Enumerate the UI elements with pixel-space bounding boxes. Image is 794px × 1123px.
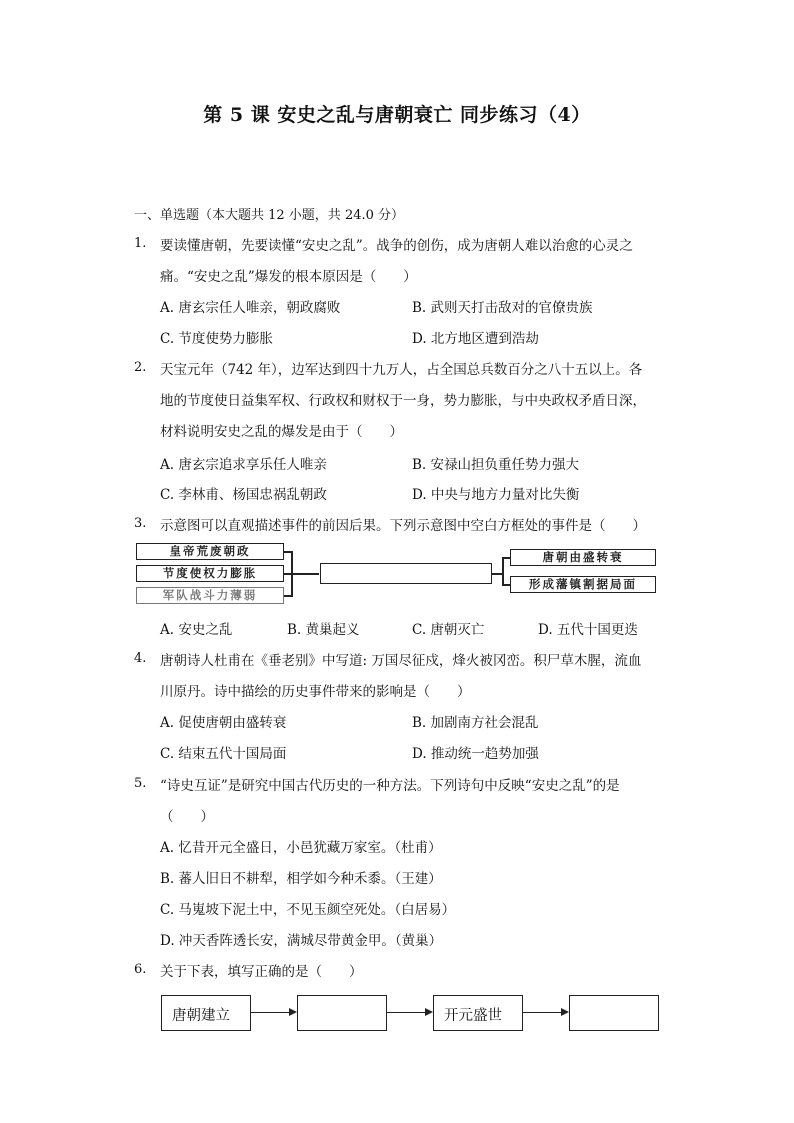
question-1-option-c[interactable]: C. 节度使势力膨胀 <box>160 331 273 347</box>
flow-box-4[interactable] <box>569 995 659 1031</box>
question-1-option-b[interactable]: B. 武则天打击敌对的官僚贵族 <box>412 300 593 316</box>
question-4-option-c[interactable]: C. 结束五代十国局面 <box>160 746 287 762</box>
question-6-line-1: 关于下表，填写正确的是（ ） <box>160 964 363 980</box>
diagram-effect-1: 唐朝由盛转衰 <box>510 549 656 566</box>
question-3-option-c[interactable]: C. 唐朝灭亡 <box>412 622 485 638</box>
question-1-line-2: 痛。“安史之乱”爆发的根本原因是（ ） <box>160 269 417 285</box>
flow-box-1: 唐朝建立 <box>161 995 251 1031</box>
question-5-number: 5. <box>134 776 147 791</box>
question-5-line-2: （ ） <box>160 809 214 825</box>
flow-arrowhead-2 <box>425 1008 433 1016</box>
question-1-option-a[interactable]: A. 唐玄宗任人唯亲，朝政腐败 <box>160 300 341 316</box>
diagram-connector <box>502 557 504 585</box>
flow-arrowhead-3 <box>561 1008 569 1016</box>
flow-box-3: 开元盛世 <box>433 995 523 1031</box>
diagram-blank-box[interactable] <box>320 563 492 584</box>
question-3-option-a[interactable]: A. 安史之乱 <box>160 622 233 638</box>
diagram-connector <box>502 584 510 586</box>
diagram-cause-1: 皇帝荒废朝政 <box>136 543 284 560</box>
question-5-option-b[interactable]: B. 蕃人旧日不耕犁，相学如今种禾黍。（王建） <box>160 871 442 887</box>
question-2-option-d[interactable]: D. 中央与地方力量对比失衡 <box>412 487 580 503</box>
question-2-option-b[interactable]: B. 安禄山担负重任势力强大 <box>412 457 580 473</box>
question-2-line-3: 材料说明安史之乱的爆发是由于（ ） <box>160 424 403 440</box>
flow-arrow-2 <box>387 1012 425 1013</box>
question-5-option-d[interactable]: D. 冲天香阵透长安，满城尽带黄金甲。（黄巢） <box>160 933 443 949</box>
question-2-number: 2. <box>134 360 147 375</box>
question-3-line-1: 示意图可以直观描述事件的前因后果。下列示意图中空白方框处的事件是（ ） <box>160 518 646 534</box>
question-4-line-2: 川原丹。诗中描绘的历史事件带来的影响是（ ） <box>160 684 471 700</box>
diagram-cause-2: 节度使权力膨胀 <box>136 565 284 582</box>
question-5-line-1: “诗史互证”是研究中国古代历史的一种方法。下列诗句中反映“安史之乱”的是 <box>160 778 620 794</box>
question-4-option-b[interactable]: B. 加剧南方社会混乱 <box>412 715 539 731</box>
flow-arrow-3 <box>523 1012 561 1013</box>
question-2-line-2: 地的节度使日益集军权、行政权和财权于一身，势力膨胀，与中央政权矛盾日深， <box>160 393 646 409</box>
question-2-option-c[interactable]: C. 李林甫、杨国忠祸乱朝政 <box>160 487 327 503</box>
question-1-line-1: 要读懂唐朝，先要读懂“安史之乱”。战争的创伤，成为唐朝人难以治愈的心灵之 <box>160 238 633 254</box>
question-4-number: 4. <box>134 651 147 666</box>
diagram-effect-2: 形成藩镇割据局面 <box>510 576 656 593</box>
cause-effect-diagram <box>136 541 660 607</box>
flow-box-2[interactable] <box>297 995 387 1031</box>
question-1-option-d[interactable]: D. 北方地区遭到浩劫 <box>412 331 539 347</box>
question-4-option-d[interactable]: D. 推动统一趋势加强 <box>412 746 539 762</box>
question-3-number: 3. <box>134 516 147 531</box>
diagram-arrow-from-center <box>492 573 502 575</box>
question-5-option-a[interactable]: A. 忆昔开元全盛日，小邑犹藏万家室。（杜甫） <box>160 840 442 856</box>
page-title: 第 5 课 安史之乱与唐朝衰亡 同步练习（4） <box>203 104 591 126</box>
question-2-option-a[interactable]: A. 唐玄宗追求享乐任人唯亲 <box>160 457 327 473</box>
question-1-number: 1. <box>134 236 147 251</box>
question-4-option-a[interactable]: A. 促使唐朝由盛转衰 <box>160 715 287 731</box>
question-5-option-c[interactable]: C. 马嵬坡下泥土中，不见玉颜空死处。（白居易） <box>160 902 456 918</box>
flow-arrowhead-1 <box>289 1008 297 1016</box>
question-3-option-d[interactable]: D. 五代十国更迭 <box>538 622 638 638</box>
question-2-line-1: 天宝元年（742 年），边军达到四十九万人，占全国总兵数百分之八十五以上。各 <box>160 362 643 378</box>
diagram-arrow-to-center <box>291 573 319 575</box>
diagram-connector <box>502 557 510 559</box>
question-3-option-b[interactable]: B. 黄巢起义 <box>287 622 360 638</box>
question-6-number: 6. <box>134 962 147 977</box>
diagram-cause-3: 军队战斗力薄弱 <box>136 587 284 604</box>
question-4-line-1: 唐朝诗人杜甫在《垂老别》中写道: 万国尽征戍，烽火被冈峦。积尸草木腥，流血 <box>160 653 642 669</box>
flow-arrow-1 <box>251 1012 289 1013</box>
section-heading: 一、单选题（本大题共 12 小题，共 24.0 分） <box>134 208 405 223</box>
